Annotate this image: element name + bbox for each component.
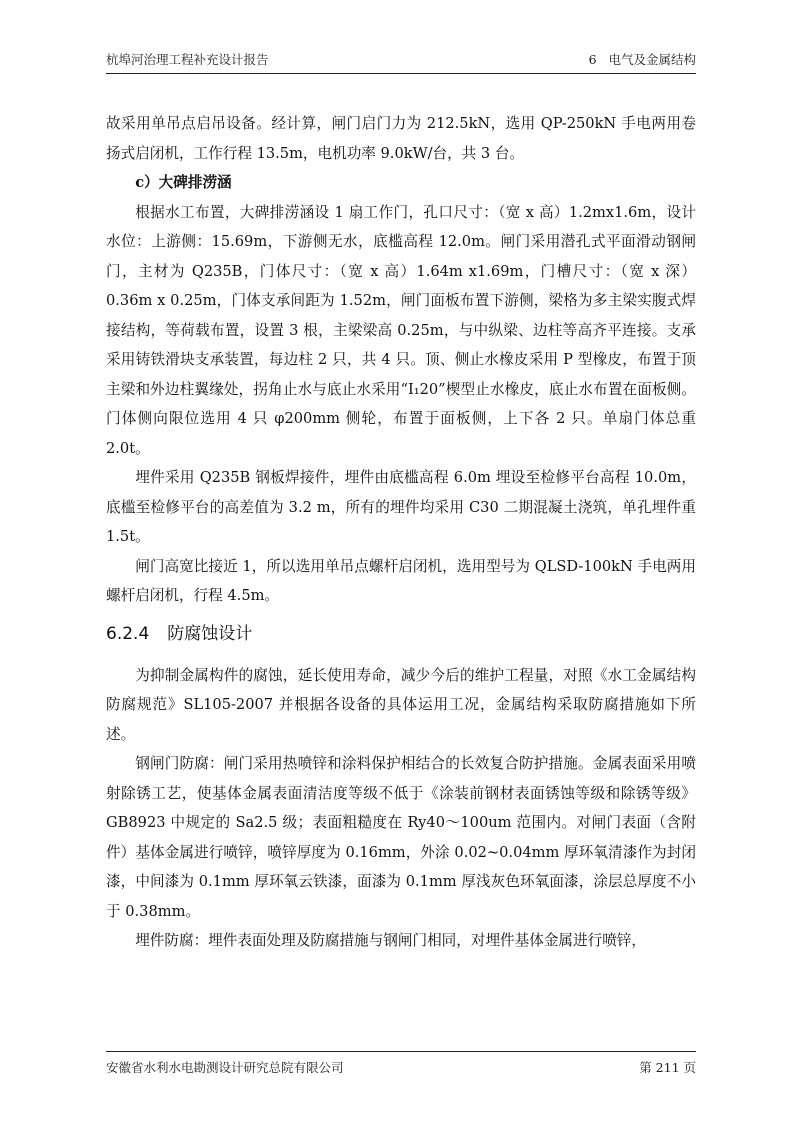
subheading-c: c）大碑排涝涵 <box>135 174 232 191</box>
section-number: 6.2.4 <box>106 623 150 644</box>
footer-page-number: 第 211 页 <box>639 1060 696 1075</box>
paragraph-5: 为抑制金属构件的腐蚀，延长使用寿命，减少今后的维护工程量，对照《水工金属结构防腐规范》SL105-2007 并根据各设备的具体运用工况，金属结构采取防腐措施如下所述。 <box>106 666 696 743</box>
section-title: 防腐蚀设计 <box>167 623 253 644</box>
header-report-title: 杭埠河治理工程补充设计报告 <box>106 52 269 67</box>
footer-divider <box>106 1051 696 1052</box>
paragraph-1: 故采用单吊点启吊设备。经计算，闸门启门力为 212.5kN，选用 QP-250kN 手电两用卷扬式启闭机，工作行程 13.5m，电机功率 9.0kW/台，共 3 台。 <box>106 115 696 162</box>
paragraph-7: 埋件防腐：埋件表面处理及防腐措施与钢闸门相同，对埋件基体金属进行喷锌， <box>135 932 646 949</box>
footer-organization: 安徽省水利水电勘测设计研究总院有限公司 <box>106 1060 344 1075</box>
paragraph-2: 根据水工布置，大碑排涝涵设 1 扇工作门，孔口尺寸：（宽 x 高）1.2mx1.6m，设计水位：上游侧：15.69m，下游侧无水，底槛高程 12.0m。闸门采用潜孔式平面滑动钢闸门，主材为 Q235B，门体尺寸：（宽 x 高）1.64m x1.69m，门槽尺寸：（宽 x 深）0.36m x 0.25m，门体支承间距为 1.52m，闸门面板布置下游侧，梁格为多主梁实腹式焊接结构，等荷载布置，设置 3 根，主梁梁高 0.25m，与中纵梁、边柱等高齐平连接。支承采用铸铁滑块支承装置，每边柱 2 只，共 4 只。顶、侧止水橡皮采用 P 型橡皮，布置于顶主梁和外边柱翼缘处，拐角止水与底止水采用“I₁20”楔型止水橡皮，底止水布置在面板侧。门体侧向限位选用 4 只 φ200mm 侧轮，布置于面板侧，上下各 2 只。单扇门体总重 2.0t。 <box>106 203 696 457</box>
paragraph-3: 埋件采用 Q235B 钢板焊接件，埋件由底槛高程 6.0m 埋设至检修平台高程 10.0m，底槛至检修平台的高差值为 3.2 m，所有的埋件均采用 C30 二期混凝土浇筑，单孔埋件重 1.5t。 <box>106 469 696 545</box>
document-body <box>106 109 696 956</box>
header-divider <box>106 73 696 74</box>
header-chapter-title: 6 电气及金属结构 <box>588 52 696 67</box>
paragraph-6: 钢闸门防腐：闸门采用热喷锌和涂料保护相结合的长效复合防护措施。金属表面采用喷射除锈工艺，使基体金属表面清洁度等级不低于《涂装前钢材表面锈蚀等级和除锈等级》GB8923 中规定的 Sa2.5 级；表面粗糙度在 Ry40～100um 范围内。对闸门表面（含附件）基体金属进行喷锌，喷锌厚度为 0.16mm，外涂 0.02~0.04mm 厚环氧清漆作为封闭漆，中间漆为 0.1mm 厚环氧云铁漆，面漆为 0.1mm 厚浅灰色环氧面漆，涂层总厚度不小于 0.38mm。 <box>106 755 696 920</box>
page-footer <box>106 1058 696 1076</box>
page-header <box>106 50 696 70</box>
section-heading <box>106 617 696 651</box>
paragraph-4: 闸门高宽比接近 1，所以选用单吊点螺杆启闭机，选用型号为 QLSD-100kN 手电两用螺杆启闭机，行程 4.5m。 <box>106 557 696 604</box>
